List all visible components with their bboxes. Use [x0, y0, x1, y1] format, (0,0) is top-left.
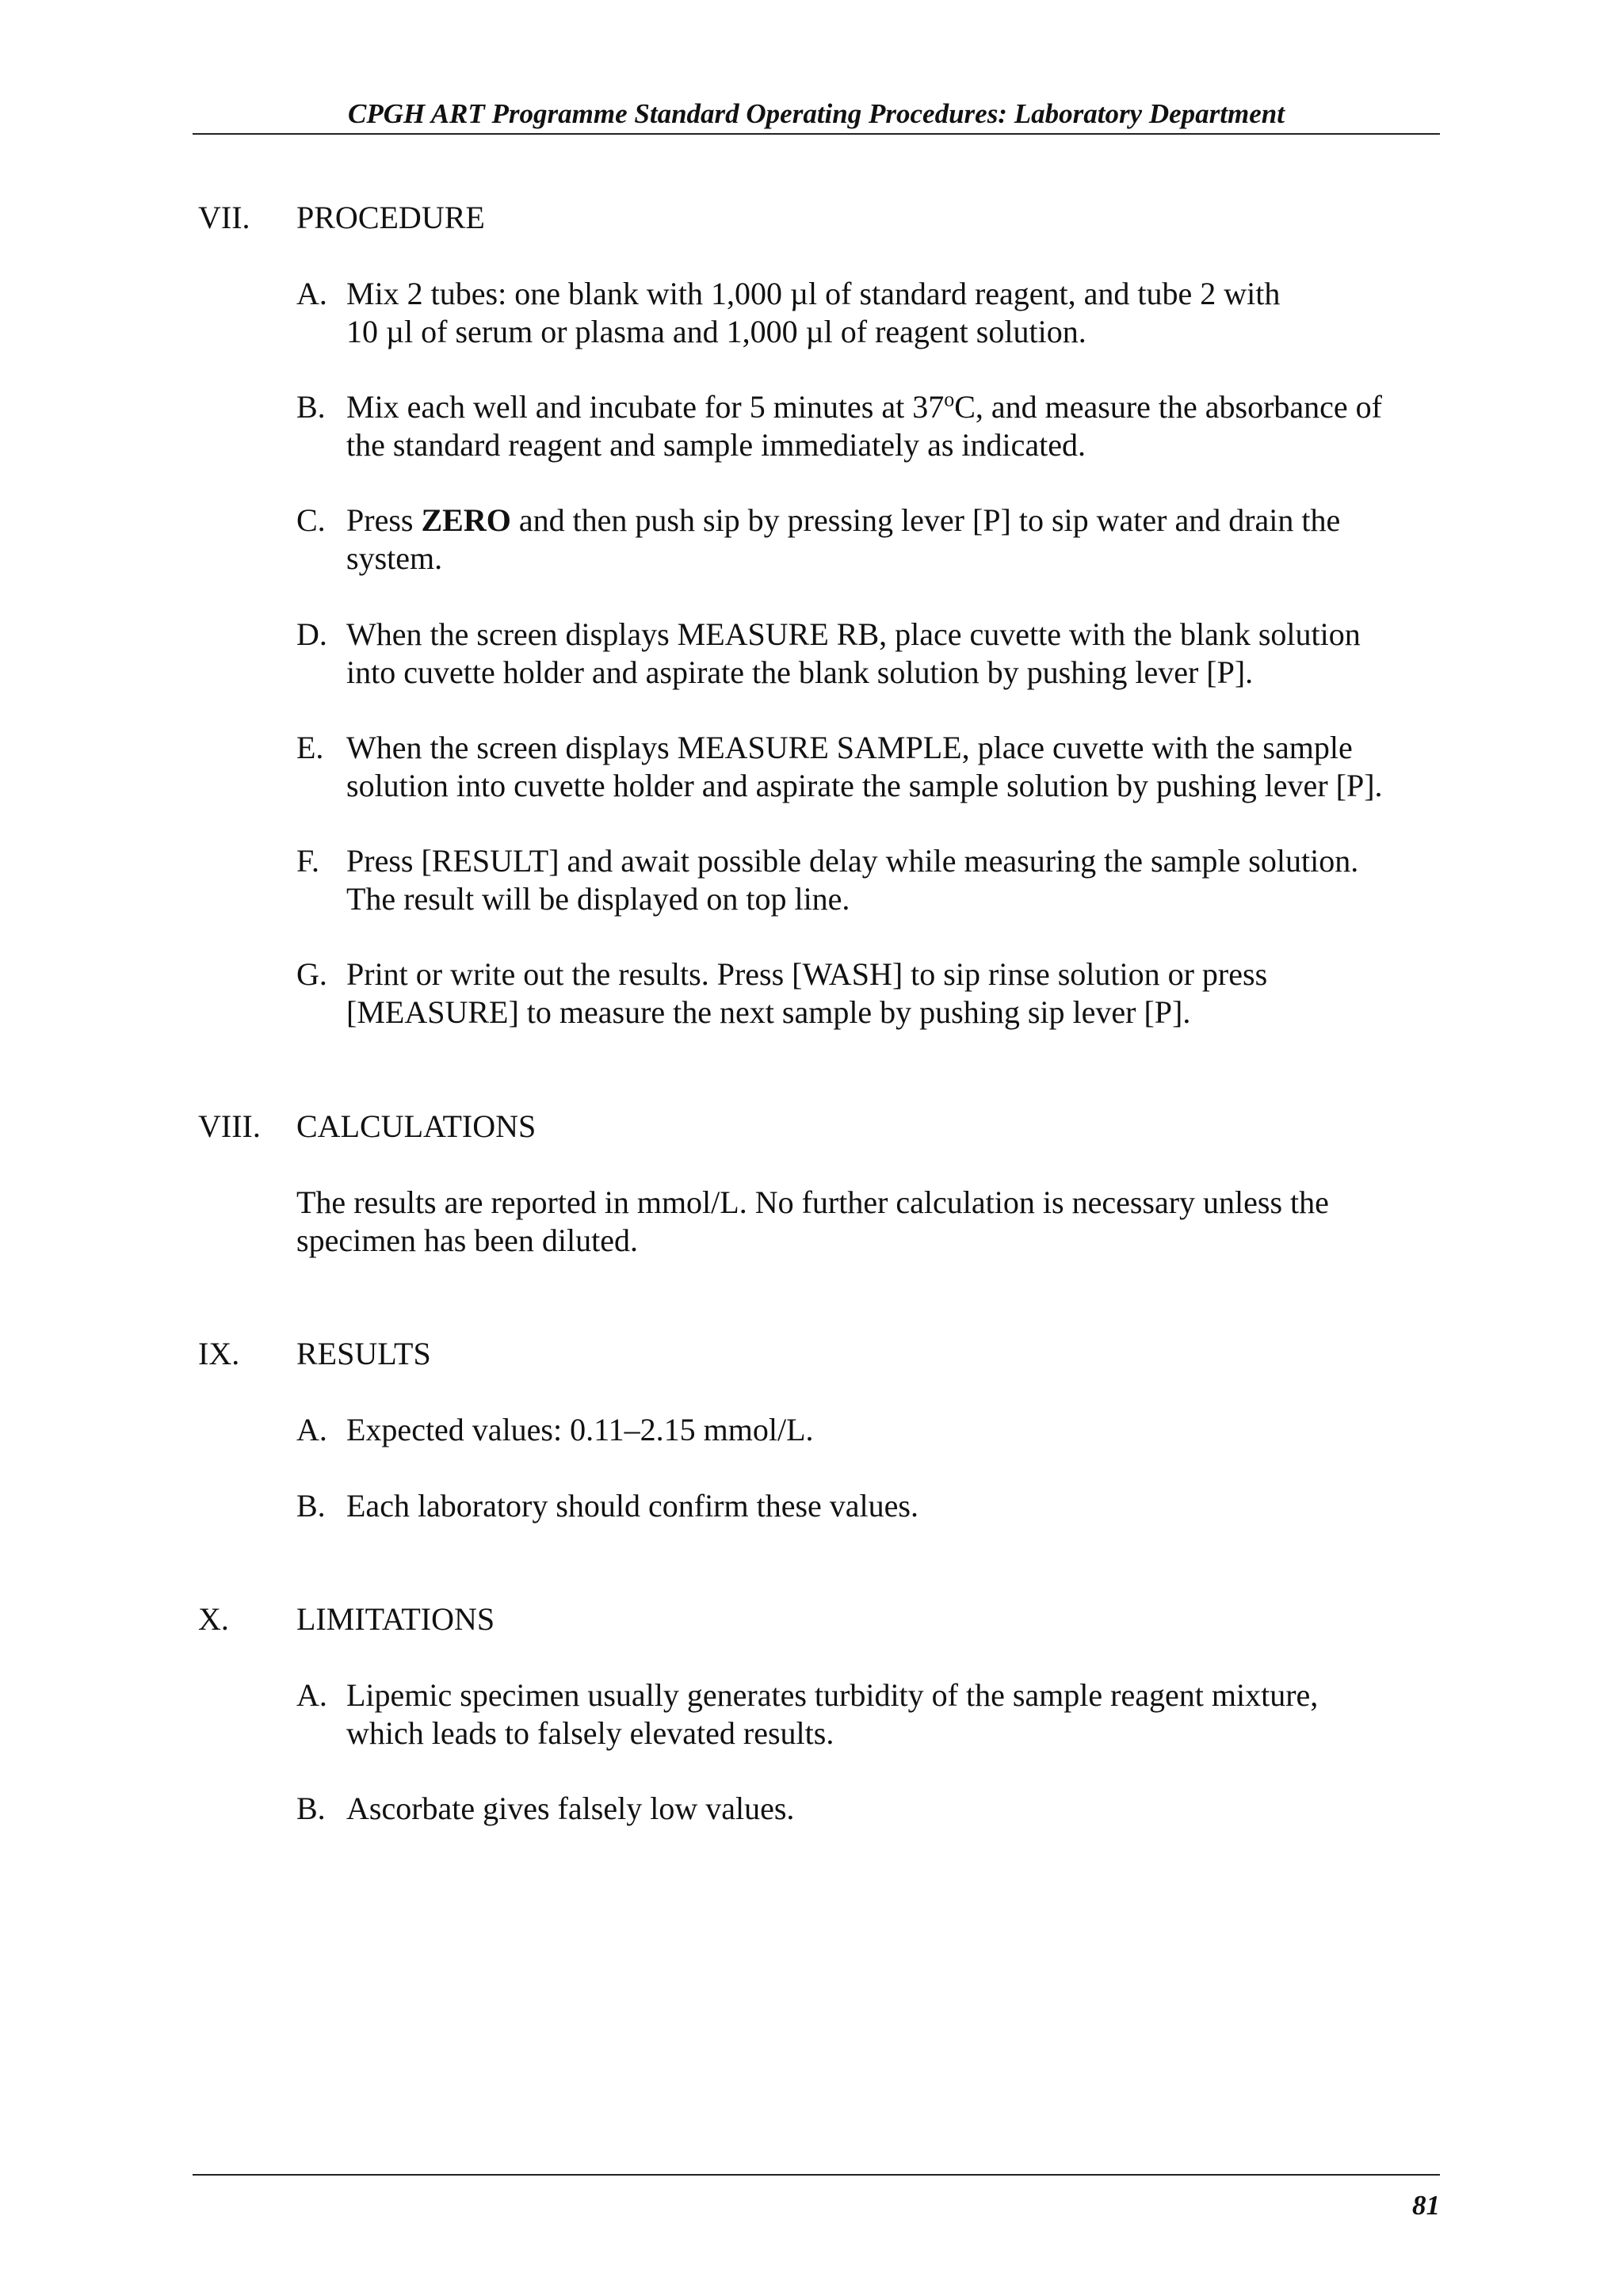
- item-letter: B.: [296, 1488, 326, 1524]
- text-line: solution into cuvette holder and aspirate the sample solution by pushing lever [P].: [346, 768, 1383, 803]
- superscript-degree: o: [944, 387, 955, 411]
- text-line: [346, 502, 1340, 540]
- text-line: Mix 2 tubes: one blank with 1,000 µl of standard reagent, and tube 2 with: [346, 276, 1281, 311]
- item-letter: B.: [296, 1791, 326, 1826]
- text-line: Lipemic specimen usually generates turbidity of the sample reagent mixture,: [346, 1677, 1319, 1713]
- item-text: Expected values: 0.11–2.15 mmol/L.: [346, 1412, 814, 1447]
- calculations-paragraph: [296, 1184, 1329, 1260]
- page-number: 81: [1412, 2190, 1440, 2221]
- item-letter: A.: [296, 1677, 327, 1713]
- page-header: CPGH ART Programme Standard Operating Procedures: Laboratory Department: [348, 98, 1285, 129]
- bold-keyword: ZERO: [421, 502, 511, 538]
- text-line: [MEASURE] to measure the next sample by pushing sip lever [P].: [346, 994, 1191, 1030]
- item-text: [346, 955, 1267, 1032]
- text-line: which leads to falsely elevated results.: [346, 1715, 834, 1751]
- text-line: into cuvette holder and aspirate the blank solution by pushing lever [P].: [346, 654, 1254, 690]
- item-text: Each laboratory should confirm these values.: [346, 1488, 918, 1524]
- section-title: RESULTS: [296, 1336, 431, 1371]
- item-letter: B.: [296, 389, 326, 425]
- item-letter: A.: [296, 1412, 327, 1447]
- item-text: [346, 388, 1382, 464]
- text-line: The results are reported in mmol/L. No further calculation is necessary unless the: [296, 1184, 1329, 1220]
- text-line: The result will be displayed on top line.: [346, 881, 850, 917]
- item-text: [346, 1676, 1318, 1753]
- item-letter: C.: [296, 502, 326, 538]
- section-number: VII.: [198, 200, 250, 235]
- text-segment: Mix each well and incubate for 5 minutes at 37: [346, 389, 945, 425]
- text-line: 10 µl of serum or plasma and 1,000 µl of reagent solution.: [346, 314, 1086, 349]
- item-text: [346, 842, 1358, 918]
- section-title: LIMITATIONS: [296, 1601, 495, 1637]
- text-line: [346, 388, 1382, 426]
- section-title: CALCULATIONS: [296, 1108, 537, 1144]
- text-line: Press [RESULT] and await possible delay while measuring the sample solution.: [346, 843, 1359, 879]
- item-letter: F.: [296, 843, 320, 879]
- item-letter: A.: [296, 276, 327, 311]
- text-line: specimen has been diluted.: [296, 1222, 638, 1258]
- item-text: [346, 502, 1340, 578]
- header-rule: [193, 133, 1440, 135]
- item-letter: E.: [296, 730, 324, 765]
- item-text: Ascorbate gives falsely low values.: [346, 1791, 795, 1826]
- section-number: IX.: [198, 1336, 240, 1371]
- text-segment: C, and measure the absorbance of: [954, 389, 1383, 425]
- text-line: When the screen displays MEASURE SAMPLE, place cuvette with the sample: [346, 730, 1353, 765]
- text-line: When the screen displays MEASURE RB, place cuvette with the blank solution: [346, 616, 1361, 652]
- text-line: Print or write out the results. Press [WASH] to sip rinse solution or press: [346, 956, 1268, 992]
- item-text: [346, 275, 1280, 351]
- section-number: X.: [198, 1601, 229, 1637]
- section-number: VIII.: [198, 1108, 261, 1144]
- text-segment: Press: [346, 502, 422, 538]
- section-title: PROCEDURE: [296, 200, 485, 235]
- text-line: system.: [346, 540, 443, 576]
- footer-rule: [193, 2174, 1440, 2176]
- item-text: [346, 616, 1361, 692]
- text-segment: and then push sip by pressing lever [P] to sip water and drain the: [510, 502, 1341, 538]
- item-letter: G.: [296, 956, 327, 992]
- item-text: [346, 729, 1383, 805]
- text-line: the standard reagent and sample immediately as indicated.: [346, 427, 1086, 463]
- item-letter: D.: [296, 616, 327, 652]
